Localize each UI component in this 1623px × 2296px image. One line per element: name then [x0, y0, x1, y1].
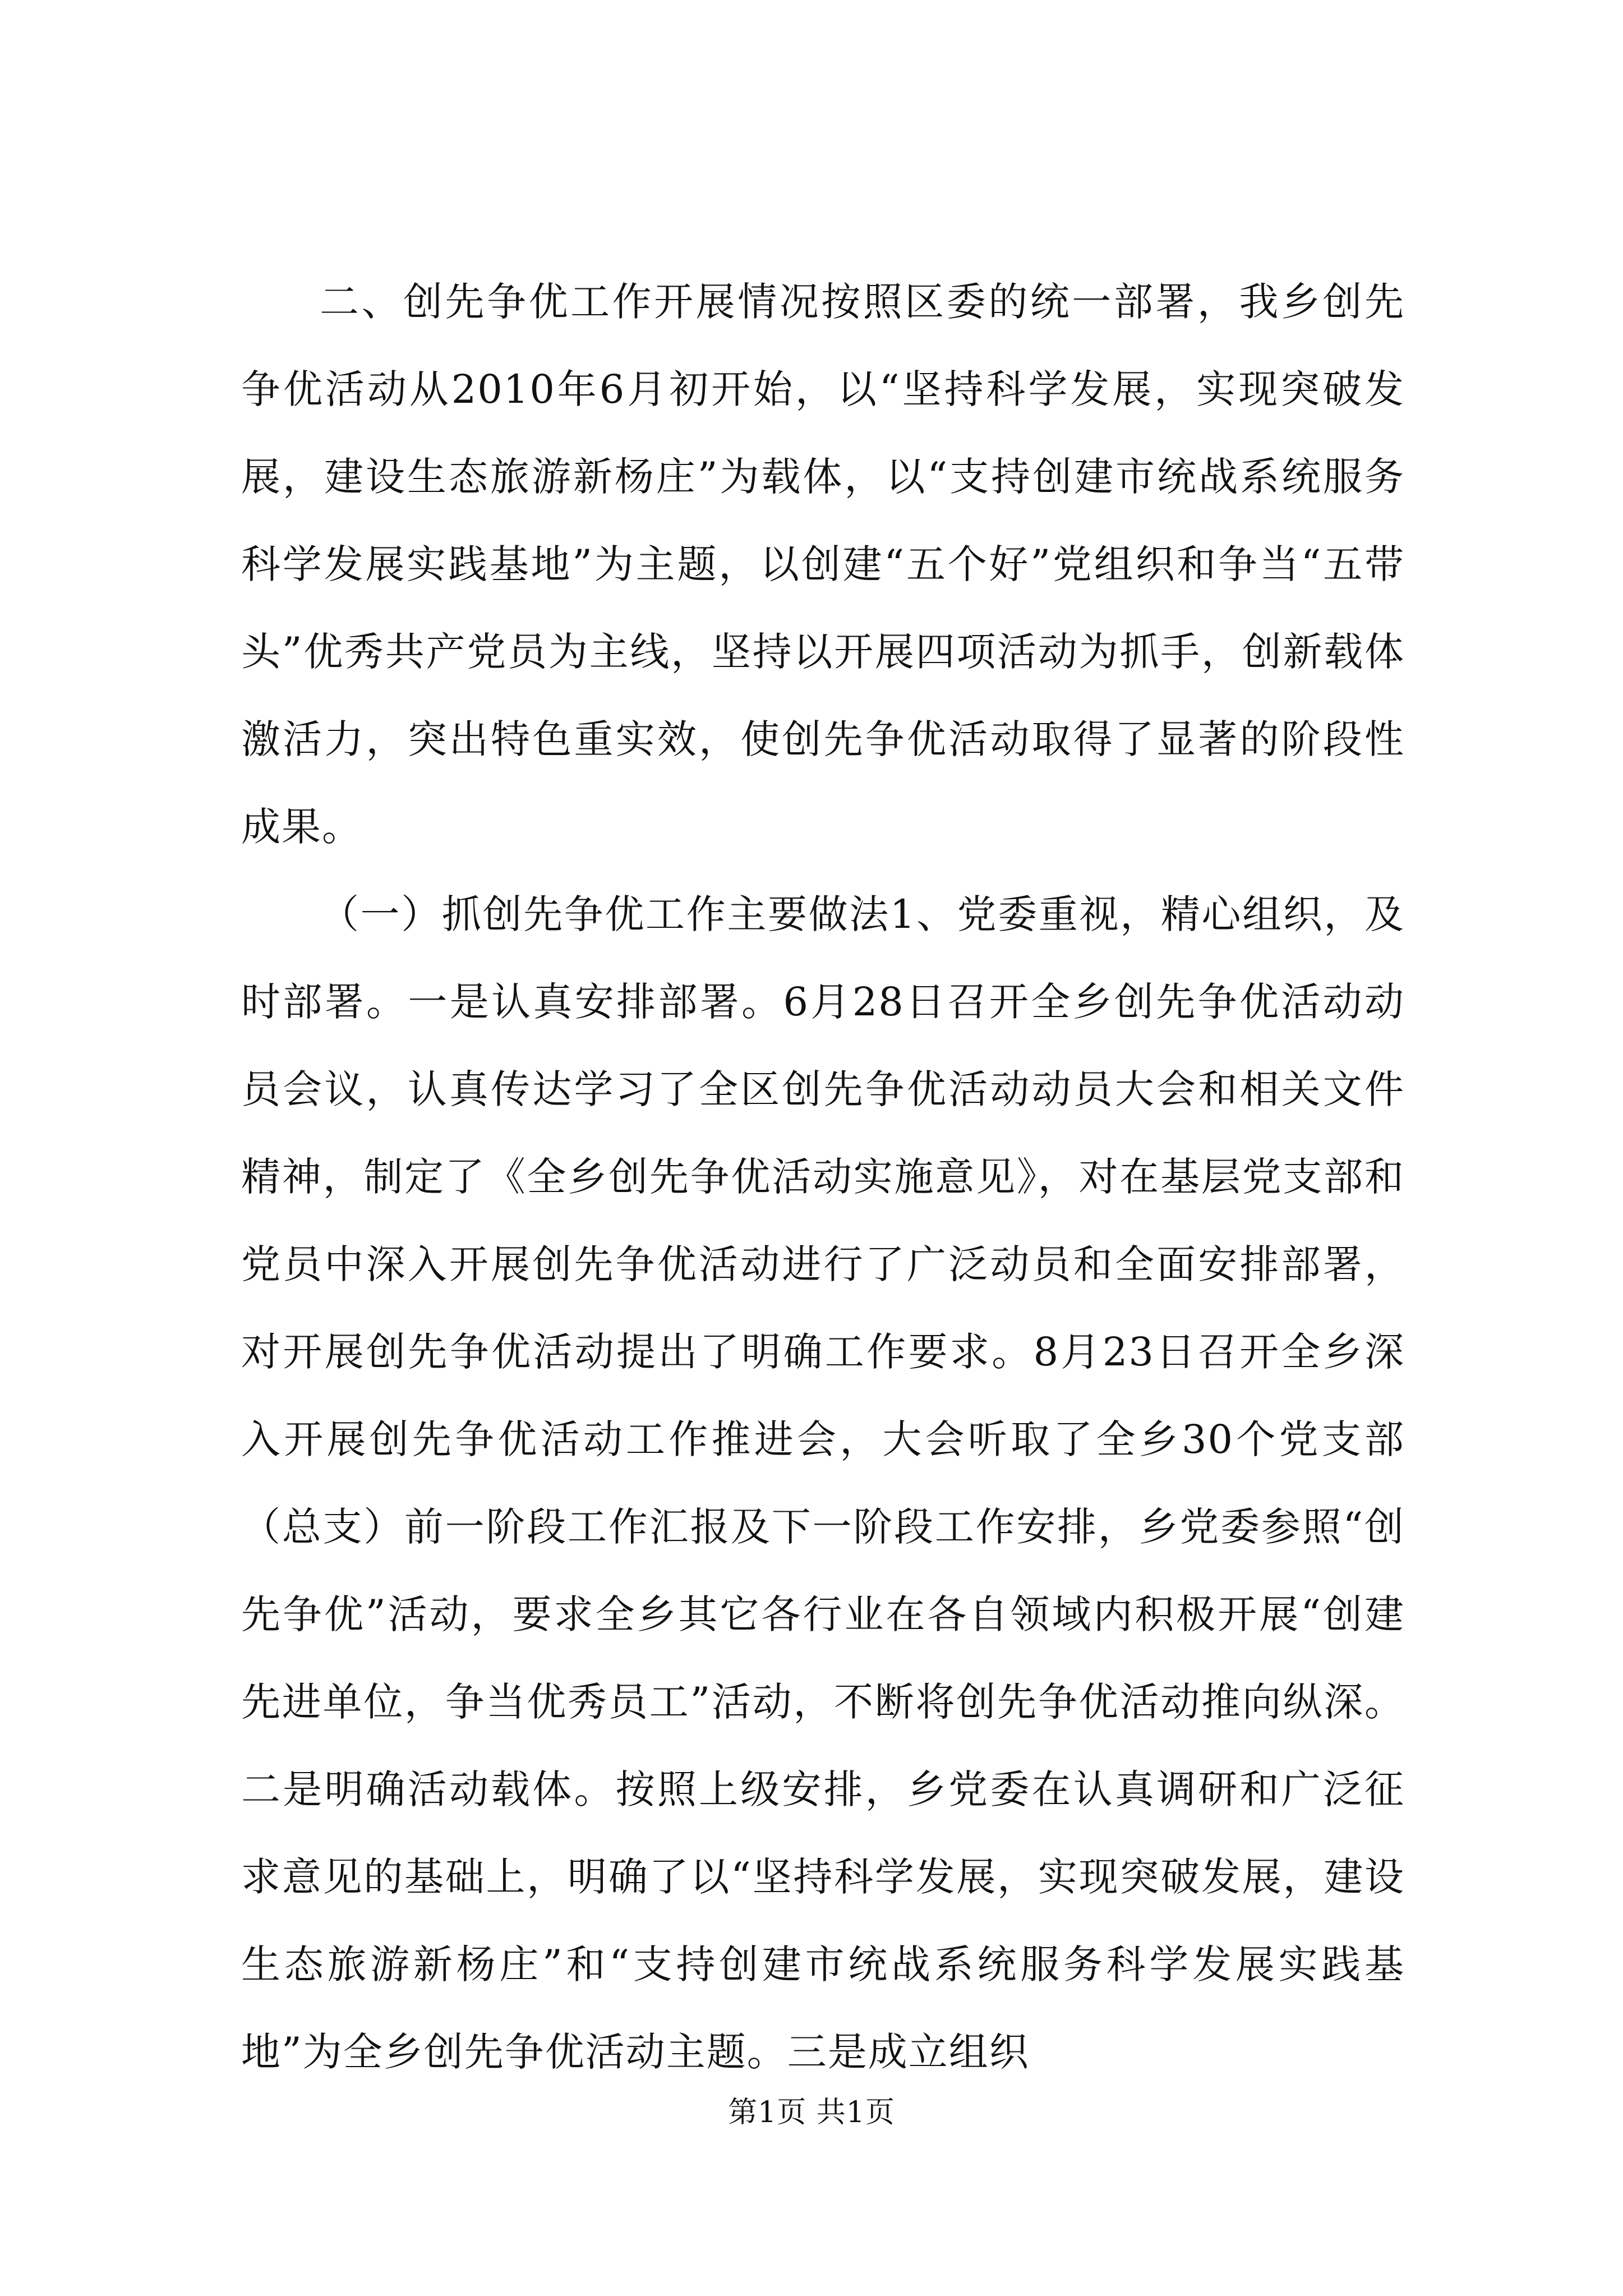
- paragraph-2: （一）抓创先争优工作主要做法1、党委重视，精心组织，及时部署。一是认真安排部署。6月28日召开全乡创先争优活动动员会议，认真传达学习了全区创先争优活动动员大会和相关文件精神，制定了《全乡创先争优活动实施意见》，对在基层党支部和党员中深入开展创先争优活动进行了广泛动员和全面安排部署，对开展创先争优活动提出了明确工作要求。8月23日召开全乡深入开展创先争优活动工作推进会，大会听取了全乡30个党支部（总支）前一阶段工作汇报及下一阶段工作安排，乡党委参照“创先争优”活动，要求全乡其它各行业在各自领域内积极开展“创建先进单位，争当优秀员工”活动，不断将创先争优活动推向纵深。二是明确活动载体。按照上级安排，乡党委在认真调研和广泛征求意见的基础上，明确了以“坚持科学发展，实现突破发展，建设生态旅游新杨庄”和“支持创建市统战系统服务科学发展实践基地”为全乡创先争优活动主题。三是成立组织: [241, 891, 1405, 2075]
- document-body: [241, 258, 1405, 2096]
- page-footer: 第1页 共1页: [728, 2096, 895, 2129]
- paragraph-1: 二、创先争优工作开展情况按照区委的统一部署，我乡创先争优活动从2010年6月初开始，以“坚持科学发展，实现突破发展，建设生态旅游新杨庄”为载体，以“支持创建市统战系统服务科学发展实践基地”为主题，以创建“五个好”党组织和争当“五带头”优秀共产党员为主线，坚持以开展四项活动为抓手，创新载体激活力，突出特色重实效，使创先争优活动取得了显著的阶段性成果。: [241, 279, 1405, 850]
